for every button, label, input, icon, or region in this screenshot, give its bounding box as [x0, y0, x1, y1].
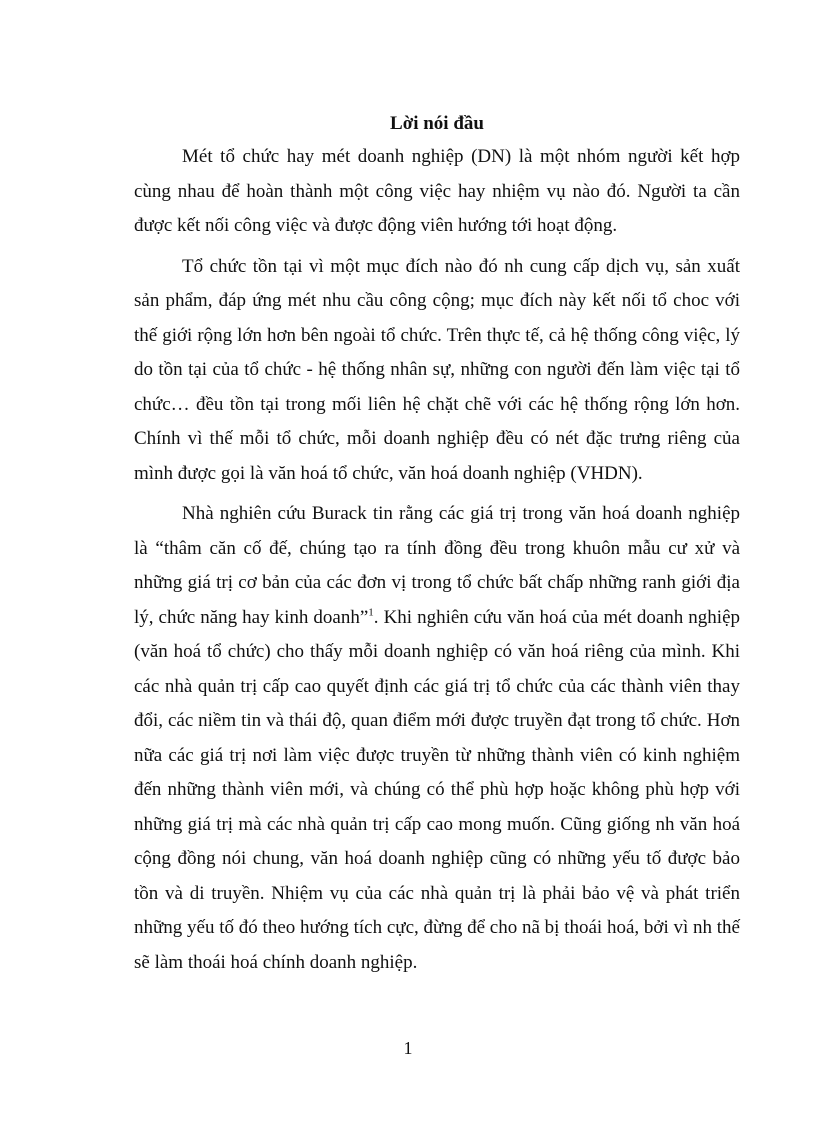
paragraph-organization-purpose: Tổ chức tồn tại vì một mục đích nào đó nh cung cấp dịch vụ, sản xuất sản phẩm, đáp ứng mét nhu cầu công cộng; mục đích này kết nối tổ choc với thế giới rộng lớn hơn bên ngoài tổ chức. Trên thực tế, cả hệ thống công việc, lý do tồn tại của tổ chức - hệ thống nhân sự, những con người đến làm việc tại tổ chức… đều tồn tại trong mối liên hệ chặt chẽ với các hệ thống rộng lớn hơn. Chính vì thế mỗi tổ chức, mỗi doanh nghiệp đều có nét đặc trưng riêng của mình được gọi là văn hoá tổ chức, văn hoá doanh nghiệp (VHDN). [134, 255, 740, 484]
paragraph-burack-quote [134, 497, 740, 980]
document-title: Lời nói đầu [390, 113, 484, 134]
paragraph-intro: Mét tổ chức hay mét doanh nghiệp (DN) là một nhóm người kết hợp cùng nhau để hoàn thành một công việc hay nhiệm vụ nào đó. Người ta cần được kết nối công việc và được động viên hướng tới hoạt động. [134, 146, 740, 236]
page-number: 1 [403, 1038, 413, 1058]
footnote-marker: 1 [368, 606, 374, 619]
paragraph-text-after-footnote: . Khi nghiên cứu văn hoá của mét doanh nghiệp (văn hoá tổ chức) cho thấy mỗi doanh nghiệp có văn hoá riêng của mình. Khi các nhà quản trị cấp cao quyết định các giá trị tổ chức của các thành viên thay đổi, các niềm tin và thái độ, quan điểm mới được truyền đạt trong tổ chức. Hơn nữa các giá trị nơi làm việc được truyền từ những thành viên có kinh nghiệm đến những thành viên mới, và chúng có thể phù hợp hoặc không phù hợp với những giá trị mà các nhà quản trị cấp cao mong muốn. Cũng giống nh văn hoá cộng đồng nói chung, văn hoá doanh nghiệp cũng có những yếu tố được bảo tồn và di truyền. Nhiệm vụ của các nhà quản trị là phải bảo vệ và phát triển những yếu tố đó theo hướng tích cực, đừng để cho nã bị thoái hoá, bởi vì nh thế sẽ làm thoái hoá chính doanh nghiệp. [134, 606, 740, 973]
paragraph-text-before-footnote: Nhà nghiên cứu Burack tin rằng các giá trị trong văn hoá doanh nghiệp là “thâm căn cố đế, chúng tạo ra tính đồng đều trong khuôn mẫu cư xử và những giá trị cơ bản của các đơn vị trong tổ chức bất chấp những ranh giới địa lý, chức năng hay kinh doanh” [134, 503, 740, 628]
document-page [134, 110, 740, 980]
